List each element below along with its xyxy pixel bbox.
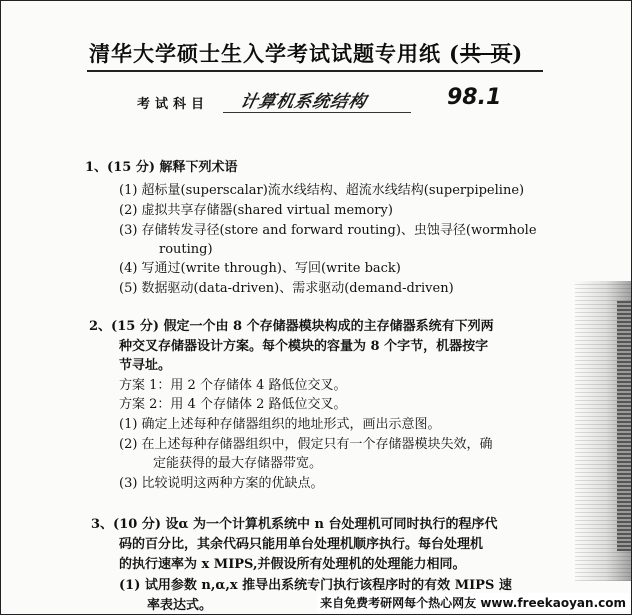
page-count-note: 共 页 xyxy=(459,41,513,66)
title-underline xyxy=(87,70,543,72)
question-3-line-2: 的执行速率为 x MIPS,并假设所有处理机的处理能力相同。 xyxy=(119,557,466,572)
exam-year-handwritten: 98.1 xyxy=(447,85,502,110)
page-count-close: ) xyxy=(512,41,524,66)
question-1-item-3: (3) 存储转发寻径(store and forward routing)、虫蚀寻径(wormhole xyxy=(119,223,537,238)
question-2-title: 2、(15 分) 假定一个由 8 个存储器模块构成的主存储器系统有下列两 xyxy=(89,319,494,334)
subject-value-handwritten: 计算机系统结构 xyxy=(238,92,369,112)
question-2-sub-3: (3) 比较说明这两种方案的优缺点。 xyxy=(119,476,324,491)
question-1-item-1: (1) 超标量(superscalar)流水线结构、超流水线结构(superpipeline) xyxy=(119,183,525,198)
question-3-title: 3、(10 分) 设α 为一个计算机系统中 n 台处理机可同时执行的程序代 xyxy=(91,517,498,532)
question-1-item-3-cont: routing) xyxy=(159,242,213,257)
question-2-sub-2: (2) 在上述每种存储器组织中，假定只有一个存储器模块失效，确 xyxy=(119,437,493,452)
question-3-sub-1-cont: 率表达式。 xyxy=(147,598,213,613)
subject-underline xyxy=(223,112,411,113)
question-3-sub-1: (1) 试用参数 n,α,x 推导出系统专门执行该程序时的有效 MIPS 速 xyxy=(119,578,512,593)
question-3-line-1: 码的百分比，其余代码只能用单台处理机顺序执行。每台处理机 xyxy=(119,537,484,552)
page-count-open: ( xyxy=(449,41,460,66)
question-1-item-4: (4) 写通过(write through)、写回(write back) xyxy=(119,261,401,276)
question-2-line-2: 节寻址。 xyxy=(119,358,172,373)
question-2-scheme-1: 方案 1：用 2 个存储体 4 路低位交叉。 xyxy=(119,378,347,393)
question-1-item-2: (2) 虚拟共享存储器(shared virtual memory) xyxy=(119,203,393,218)
site-watermark: 来自免费考研网每个热心网友 www.freekaoyan.com xyxy=(317,593,629,612)
question-2-sub-1: (1) 确定上述每种存储器组织的地址形式，画出示意图。 xyxy=(119,417,441,432)
scan-edge-binding xyxy=(617,301,631,551)
question-1-item-5: (5) 数据驱动(data-driven)、需求驱动(demand-driven) xyxy=(119,281,454,296)
question-2-sub-2-cont: 定能获得的最大存储器带宽。 xyxy=(153,456,323,471)
exam-paper-title-text: 清华大学硕士生入学考试试题专用纸 xyxy=(89,41,441,66)
question-1-title: 1、(15 分) 解释下列术语 xyxy=(85,160,238,175)
exam-paper-title xyxy=(89,38,523,68)
question-2-line-1: 种交叉存储器设计方案。每个模块的容量为 8 个字节，机器按字 xyxy=(119,339,489,354)
question-2-scheme-2: 方案 2：用 4 个存储体 2 路低位交叉。 xyxy=(119,397,347,412)
subject-label: 考试科目 xyxy=(137,97,210,112)
